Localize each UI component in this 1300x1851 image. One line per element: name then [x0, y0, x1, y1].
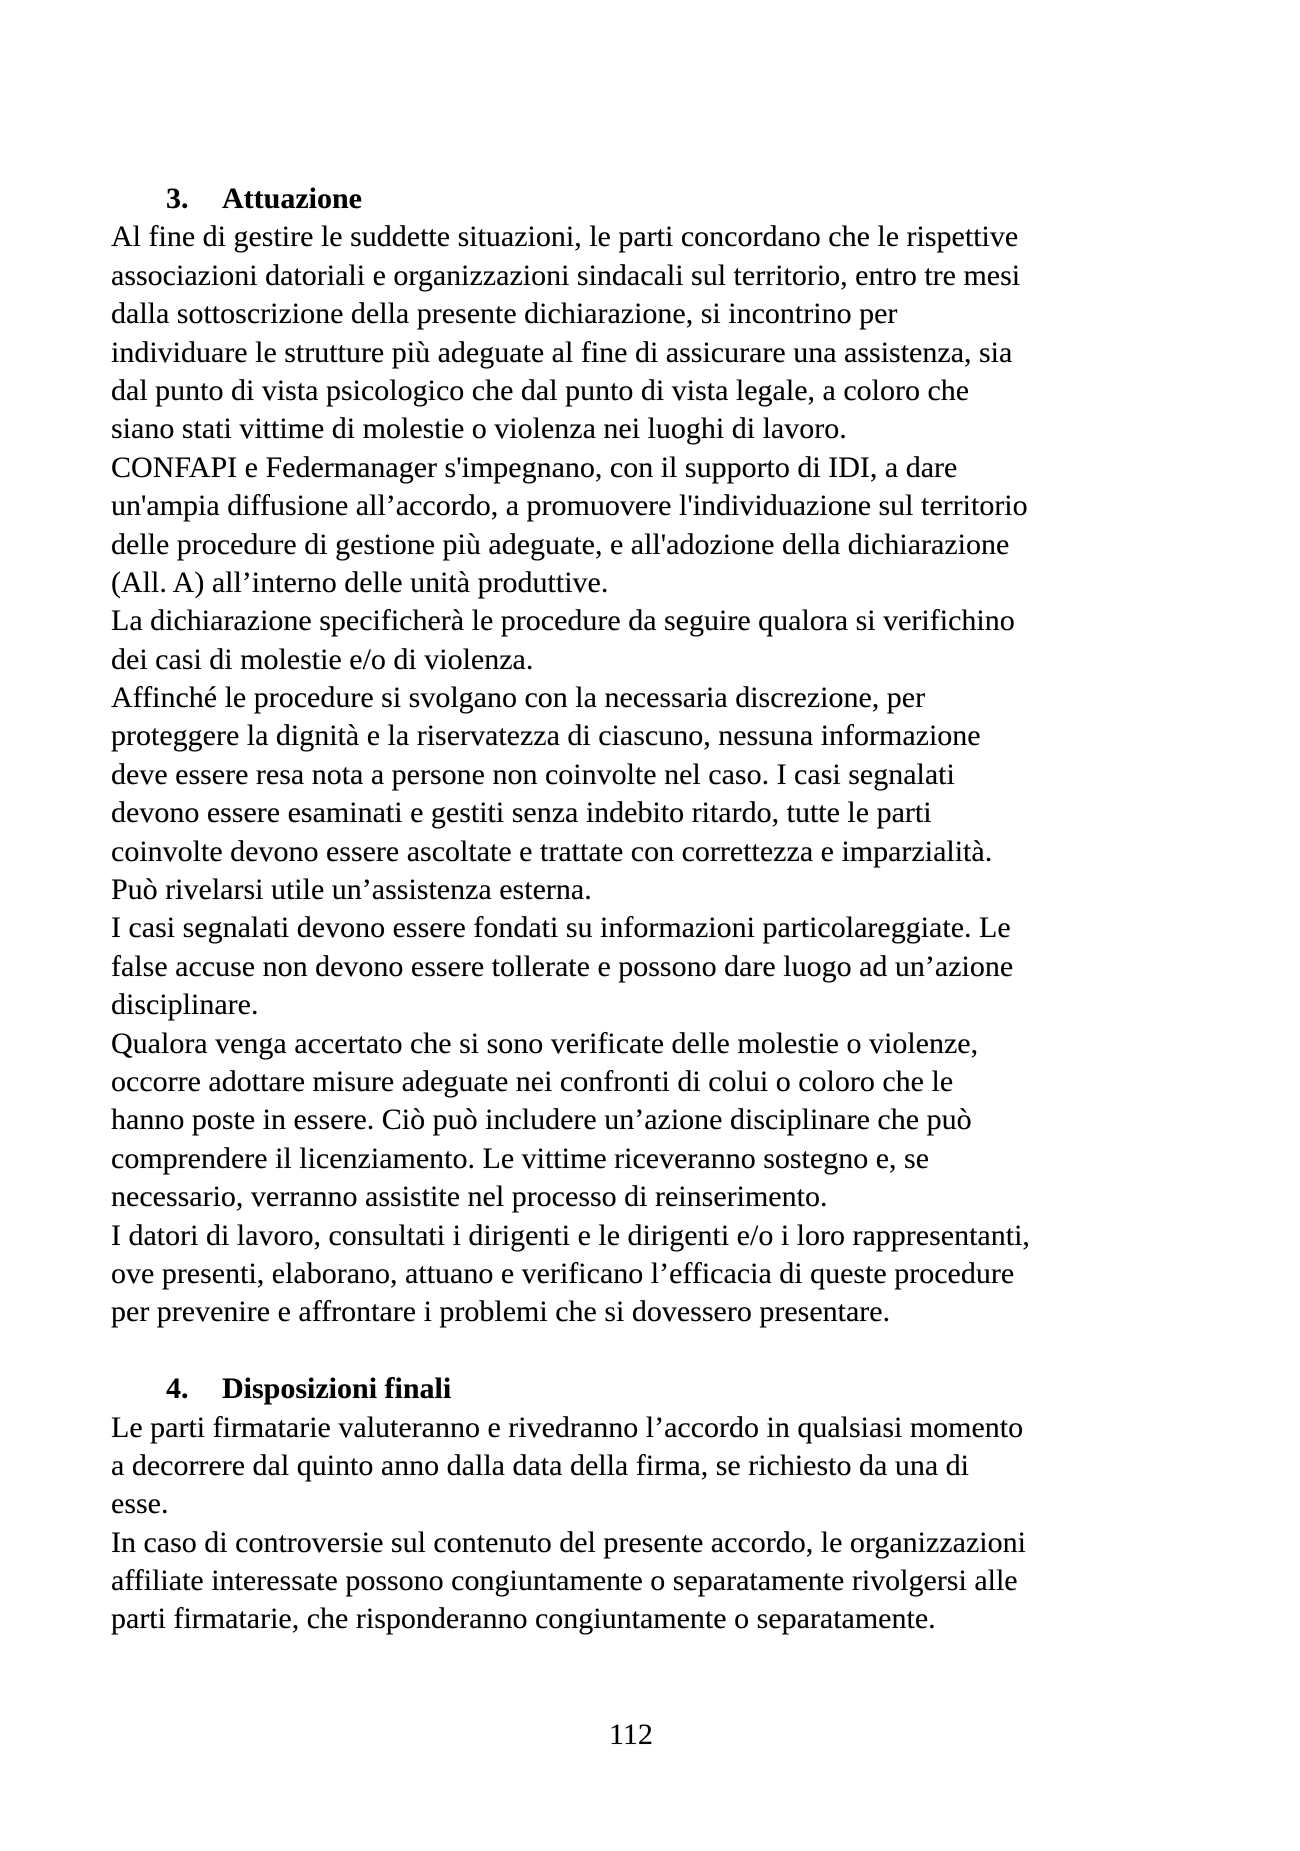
section-3-title: Attuazione: [222, 182, 362, 215]
text-line: occorre adottare misure adeguate nei confronti di colui o coloro che le: [111, 1064, 954, 1098]
text-line: esse.: [111, 1487, 169, 1521]
text-line: hanno poste in essere. Ciò può includere un’azione disciplinare che può: [111, 1103, 972, 1137]
section-4-heading: [111, 1370, 1151, 1408]
text-line: Al fine di gestire le suddette situazioni, le parti concordano che le rispettive: [111, 220, 1019, 254]
footer-gap: [111, 1639, 1151, 1716]
section-3-number: 3.: [166, 182, 189, 215]
section-gap: [111, 1332, 1151, 1370]
text-line: CONFAPI e Federmanager s'impegnano, con il supporto di IDI, a dare: [111, 450, 958, 484]
text-line: individuare le strutture più adeguate al fine di assicurare una assistenza, sia: [111, 335, 1013, 369]
text-line: disciplinare.: [111, 988, 259, 1022]
text-line: devono essere esaminati e gestiti senza indebito ritardo, tutte le parti: [111, 796, 932, 830]
text-line: dei casi di molestie e/o di violenza.: [111, 642, 534, 676]
text-line: Le parti firmatarie valuteranno e rivedranno l’accordo in qualsiasi momento: [111, 1410, 1024, 1444]
text-line: un'ampia diffusione all’accordo, a promuovere l'individuazione sul territorio: [111, 489, 1028, 523]
text-line: I casi segnalati devono essere fondati su informazioni particolareggiate. Le: [111, 911, 1011, 945]
text-line: (All. A) all’interno delle unità produttive.: [111, 565, 609, 599]
section-4-body: [111, 1409, 1151, 1639]
text-line: delle procedure di gestione più adeguate, e all'adozione della dichiarazione: [111, 527, 1010, 561]
text-line: I datori di lavoro, consultati i dirigenti e le dirigenti e/o i loro rappresentanti,: [111, 1218, 1030, 1252]
section-3-body: [111, 218, 1151, 1331]
text-line: coinvolte devono essere ascoltate e trattate con correttezza e imparzialità.: [111, 834, 993, 868]
text-line: Affinché le procedure si svolgano con la necessaria discrezione, per: [111, 681, 926, 715]
text-line: ove presenti, elaborano, attuano e verificano l’efficacia di queste procedure: [111, 1256, 1015, 1290]
text-line: deve essere resa nota a persone non coinvolte nel caso. I casi segnalati: [111, 757, 955, 791]
text-line: associazioni datoriali e organizzazioni sindacali sul territorio, entro tre mesi: [111, 258, 1021, 292]
text-line: Può rivelarsi utile un’assistenza esterna.: [111, 873, 592, 907]
text-line: La dichiarazione specificherà le procedure da seguire qualora si verifichino: [111, 604, 1015, 638]
text-block: [111, 180, 1151, 1754]
text-line: per prevenire e affrontare i problemi che si dovessero presentare.: [111, 1295, 891, 1329]
text-line: proteggere la dignità e la riservatezza di ciascuno, nessuna informazione: [111, 719, 981, 753]
text-line: affiliate interessate possono congiuntamente o separatamente rivolgersi alle: [111, 1564, 1018, 1598]
section-3-heading: [111, 180, 1151, 218]
section-disposizioni-finali: [111, 1370, 1151, 1639]
text-line: siano stati vittime di molestie o violenza nei luoghi di lavoro.: [111, 412, 847, 446]
text-line: necessario, verranno assistite nel processo di reinserimento.: [111, 1180, 828, 1214]
text-line: Qualora venga accertato che si sono verificate delle molestie o violenze,: [111, 1026, 979, 1060]
text-line: false accuse non devono essere tollerate e possono dare luogo ad un’azione: [111, 949, 1014, 983]
text-line: dal punto di vista psicologico che dal punto di vista legale, a coloro che: [111, 373, 970, 407]
text-line: parti firmatarie, che risponderanno congiuntamente o separatamente.: [111, 1602, 936, 1636]
text-line: dalla sottoscrizione della presente dichiarazione, si incontrino per: [111, 297, 898, 331]
text-line: a decorrere dal quinto anno dalla data della firma, se richiesto da una di: [111, 1448, 969, 1482]
section-4-title: Disposizioni finali: [222, 1372, 452, 1406]
text-line: comprendere il licenziamento. Le vittime riceveranno sostegno e, se: [111, 1141, 930, 1175]
section-4-number: 4.: [166, 1372, 189, 1406]
text-line: In caso di controversie sul contenuto del presente accordo, le organizzazioni: [111, 1525, 1026, 1559]
page-number: 112: [609, 1717, 653, 1751]
section-attuazione: [111, 180, 1151, 1332]
